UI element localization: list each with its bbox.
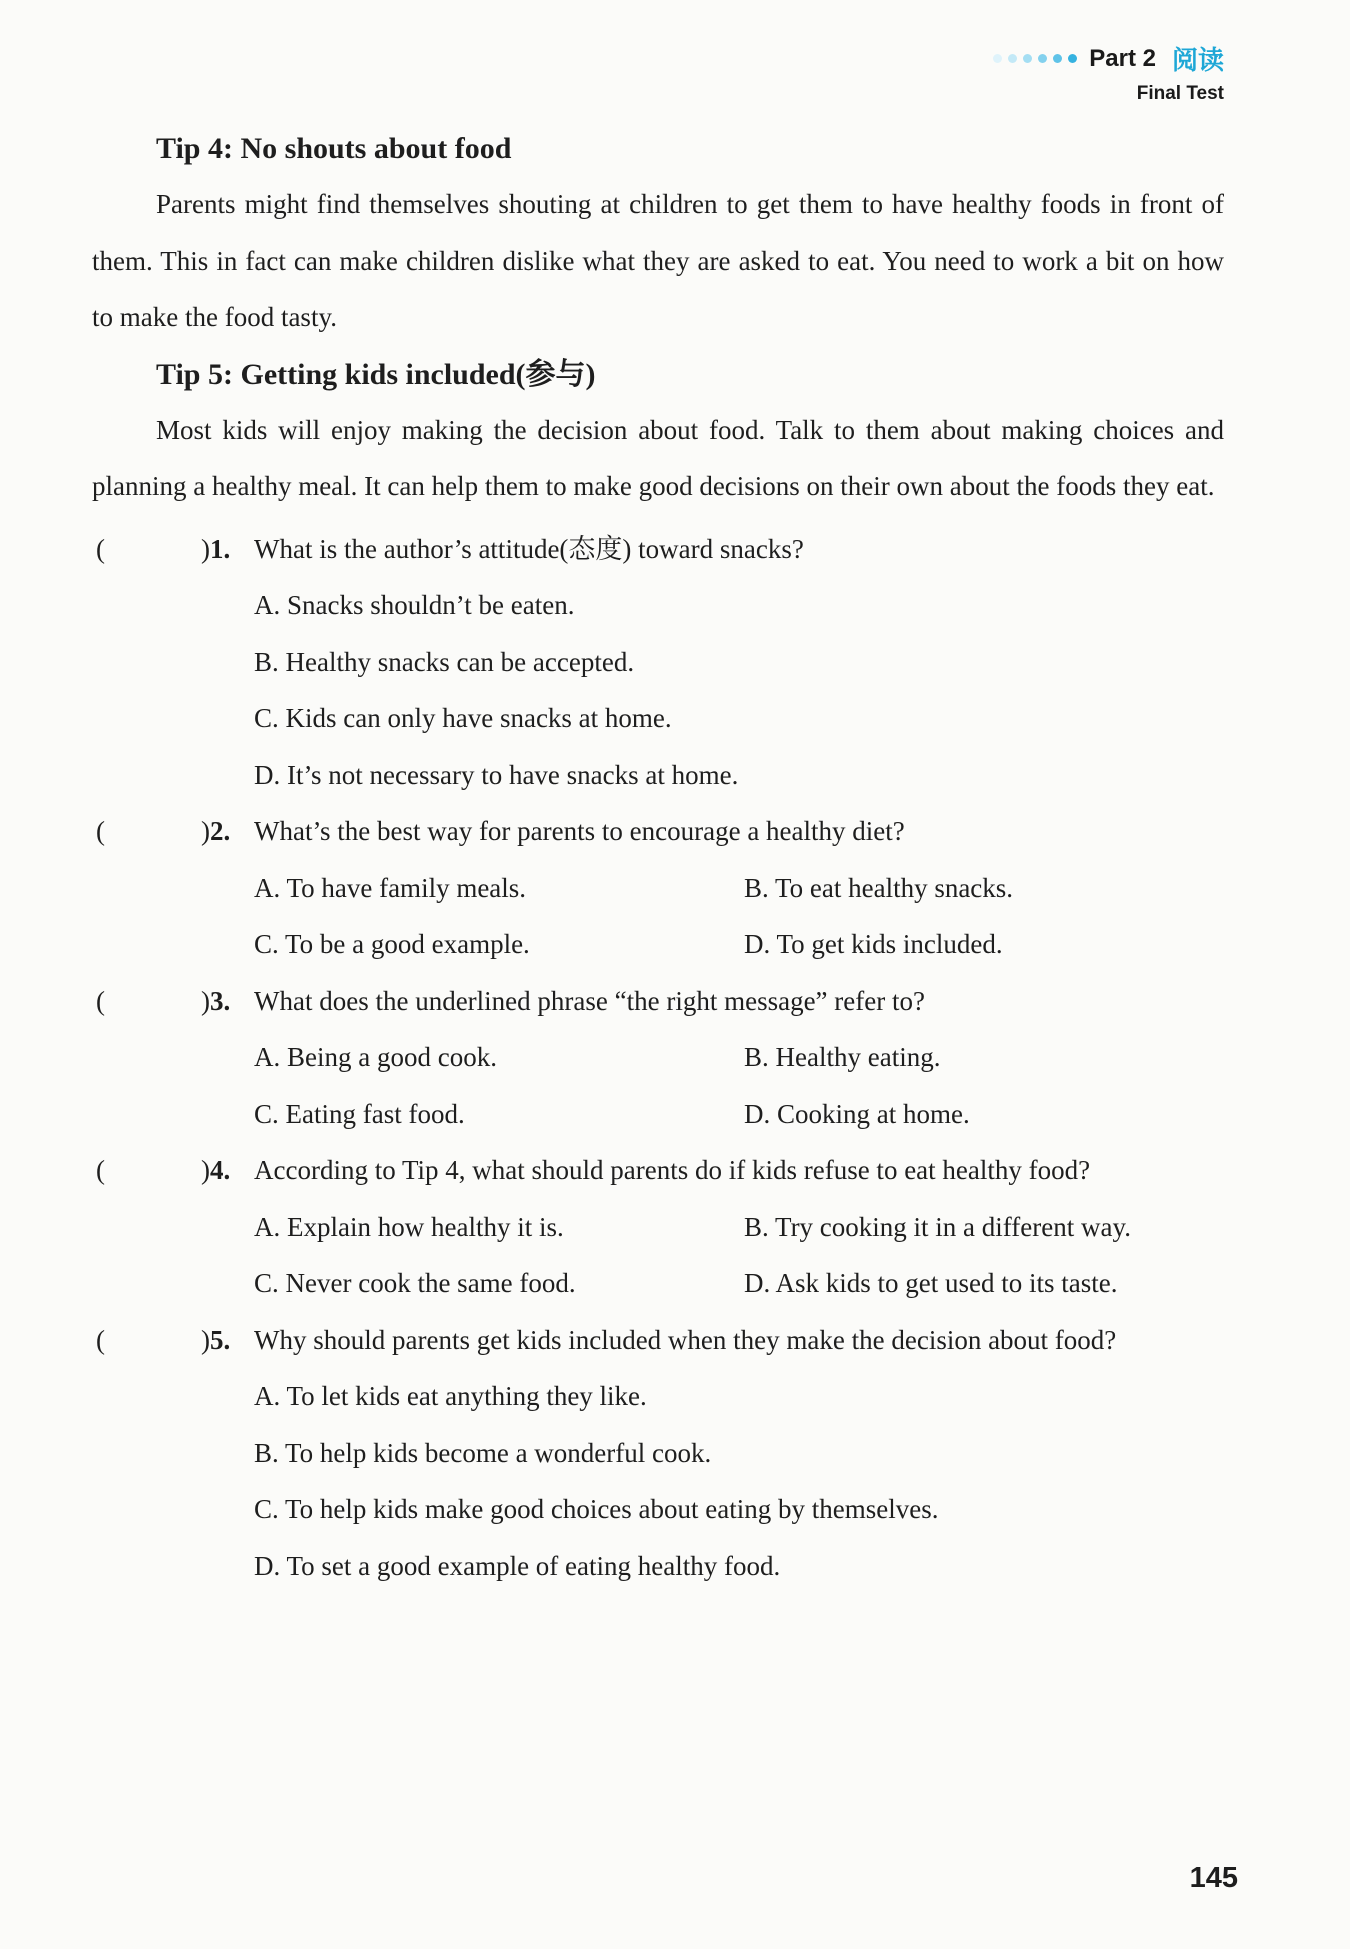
answer-blank[interactable]: ( ) bbox=[96, 985, 210, 1016]
header-subtitle: Final Test bbox=[1136, 83, 1224, 104]
page-number: 145 bbox=[1189, 1862, 1238, 1894]
option-c: C. Kids can only have snacks at home. bbox=[254, 703, 672, 733]
option-b: B. To eat healthy snacks. bbox=[744, 872, 1014, 903]
options-list bbox=[254, 577, 1224, 803]
part-label: Part 2 bbox=[1089, 44, 1156, 72]
question-number: 5. bbox=[210, 1324, 231, 1355]
page-header bbox=[993, 40, 1224, 105]
option-a: A. To have family meals. bbox=[254, 872, 527, 903]
question-5 bbox=[92, 1312, 1224, 1595]
tip-heading: Tip 4: No shouts about food bbox=[156, 132, 512, 165]
option-c: C. To be a good example. bbox=[254, 929, 530, 959]
tip-paragraph: Parents might find themselves shouting at children to get them to have healthy foods in front of them. This in fact can make children dislike what they are asked to eat. You need to work a bit on how to make the food tasty. bbox=[92, 189, 1224, 332]
question-text: Why should parents get kids included when they make the decision about food? bbox=[254, 1324, 1117, 1355]
answer-blank[interactable]: ( ) bbox=[96, 816, 210, 846]
option-c: C. To help kids make good choices about eating by themselves. bbox=[254, 1494, 939, 1524]
page-content bbox=[92, 126, 1224, 1594]
option-d: D. It’s not necessary to have snacks at home. bbox=[254, 759, 739, 790]
option-d: D. Cooking at home. bbox=[744, 1098, 970, 1129]
question-3 bbox=[92, 973, 1224, 1143]
option-b: B. To help kids become a wonderful cook. bbox=[254, 1437, 712, 1468]
tip-section bbox=[92, 126, 1224, 346]
option-a: A. To let kids eat anything they like. bbox=[254, 1381, 647, 1411]
answer-blank[interactable]: ( ) bbox=[96, 533, 210, 564]
part-chinese-label: 阅读 bbox=[1171, 46, 1224, 76]
dot-icon bbox=[993, 54, 1002, 63]
option-d: D. To get kids included. bbox=[744, 929, 1003, 959]
dot-icon bbox=[1023, 54, 1032, 63]
dot-icon bbox=[1038, 54, 1047, 63]
question-number: 2. bbox=[210, 816, 231, 846]
option-b: B. Try cooking it in a different way. bbox=[744, 1211, 1131, 1242]
option-a: A. Snacks shouldn’t be eaten. bbox=[254, 590, 575, 620]
decorative-dots bbox=[993, 54, 1077, 63]
option-a: A. Explain how healthy it is. bbox=[254, 1211, 564, 1242]
question-1 bbox=[92, 521, 1224, 804]
dot-icon bbox=[1068, 54, 1077, 63]
question-4 bbox=[92, 1142, 1224, 1312]
option-c: C. Never cook the same food. bbox=[254, 1268, 576, 1298]
question-number: 1. bbox=[210, 533, 231, 564]
options-list bbox=[254, 1029, 1224, 1142]
option-d: D. Ask kids to get used to its taste. bbox=[744, 1268, 1118, 1298]
option-b: B. Healthy snacks can be accepted. bbox=[254, 646, 635, 677]
options-list bbox=[254, 1368, 1224, 1594]
question-text: What’s the best way for parents to encourage a healthy diet? bbox=[254, 816, 905, 846]
tip-section bbox=[92, 352, 1224, 515]
answer-blank[interactable]: ( ) bbox=[96, 1155, 210, 1185]
answer-blank[interactable]: ( ) bbox=[96, 1324, 210, 1355]
question-2 bbox=[92, 803, 1224, 973]
question-text: What is the author’s attitude(态度) toward snacks? bbox=[254, 533, 804, 564]
option-d: D. To set a good example of eating healthy food. bbox=[254, 1550, 781, 1581]
dot-icon bbox=[1053, 54, 1062, 63]
question-text: What does the underlined phrase “the right message” refer to? bbox=[254, 985, 925, 1016]
option-a: A. Being a good cook. bbox=[254, 1042, 497, 1072]
question-text: According to Tip 4, what should parents do if kids refuse to eat healthy food? bbox=[254, 1155, 1091, 1185]
tip-heading: Tip 5: Getting kids included(参与) bbox=[156, 357, 596, 391]
question-number: 4. bbox=[210, 1155, 231, 1185]
option-c: C. Eating fast food. bbox=[254, 1098, 465, 1129]
tip-paragraph: Most kids will enjoy making the decision about food. Talk to them about making choices and planning a healthy meal. It can help them to make good decisions on their own about the foods they eat. bbox=[92, 414, 1224, 501]
options-list bbox=[254, 1199, 1224, 1312]
option-b: B. Healthy eating. bbox=[744, 1042, 941, 1072]
question-number: 3. bbox=[210, 985, 231, 1016]
dot-icon bbox=[1008, 54, 1017, 63]
options-list bbox=[254, 860, 1224, 973]
